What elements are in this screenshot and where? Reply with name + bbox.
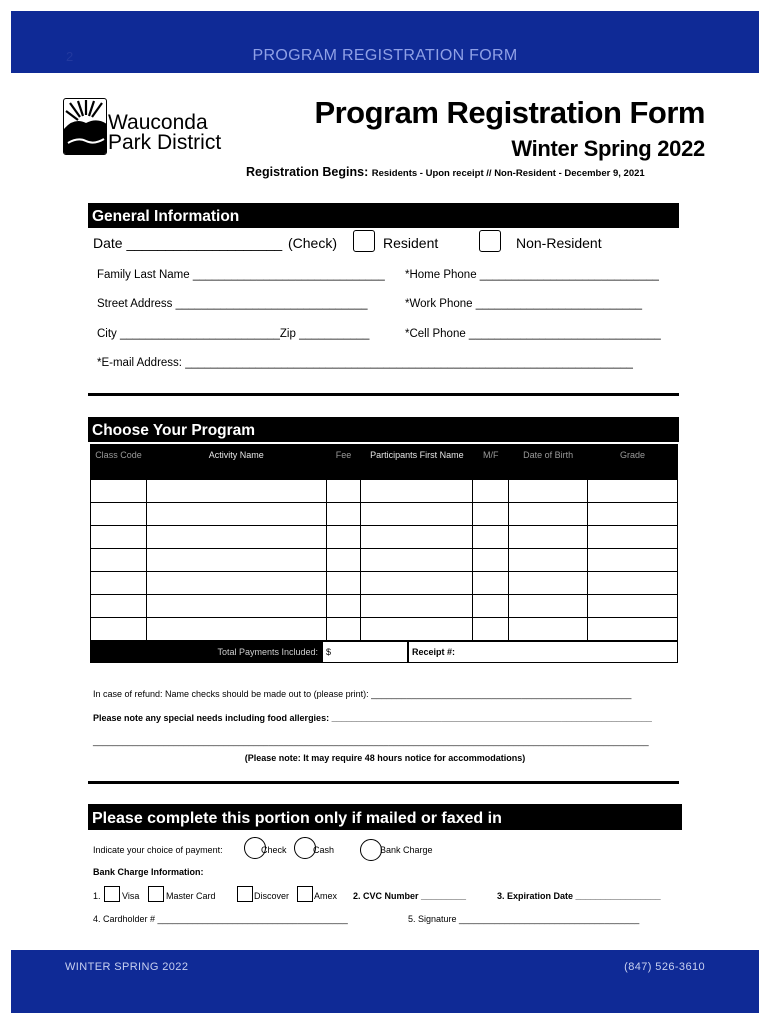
discover-label: Discover	[254, 891, 290, 901]
cash-payment-label: Cash	[313, 845, 335, 855]
activity-name-cell[interactable]	[146, 549, 326, 572]
mf-cell[interactable]	[473, 572, 509, 595]
header-band	[11, 11, 759, 73]
program-table	[90, 444, 678, 641]
fee-cell[interactable]	[326, 503, 361, 526]
grade-cell[interactable]	[588, 549, 678, 572]
class-code-cell[interactable]	[91, 480, 147, 503]
accommodation-note: (Please note: It may require 48 hours notice for accommodations)	[244, 753, 526, 763]
family-last-name-field[interactable]: Family Last Name ______________________________	[97, 269, 385, 281]
col-header-grade: Grade	[588, 445, 678, 480]
cvc-number-field[interactable]: 2. CVC Number _________	[353, 891, 467, 901]
registration-label: Registration Begins:	[246, 165, 369, 179]
total-payments-label: Total Payments Included:	[90, 641, 322, 663]
logo-name-line1: Wauconda	[108, 111, 208, 134]
fee-cell[interactable]	[326, 480, 361, 503]
participant-name-cell[interactable]	[361, 526, 473, 549]
grade-cell[interactable]	[588, 526, 678, 549]
nonresident-label: Non-Resident	[516, 235, 602, 251]
signature-field[interactable]: 5. Signature ____________________________________	[408, 914, 640, 924]
special-needs-line-2[interactable]: _______________________________________________________________________________________________________________	[93, 736, 649, 746]
activity-name-cell[interactable]	[146, 503, 326, 526]
page-number: 2	[66, 49, 74, 64]
participant-name-cell[interactable]	[361, 595, 473, 618]
dob-cell[interactable]	[509, 595, 588, 618]
mail-section-heading: Please complete this portion only if mailed or faxed in	[88, 804, 682, 830]
bank-charge-info-label: Bank Charge Information:	[93, 867, 204, 877]
table-row	[91, 549, 678, 572]
visa-checkbox[interactable]	[104, 886, 120, 902]
dob-cell[interactable]	[509, 526, 588, 549]
discover-checkbox[interactable]	[237, 886, 253, 902]
mf-cell[interactable]	[473, 618, 509, 641]
section-divider	[88, 393, 679, 396]
program-heading: Choose Your Program	[88, 417, 679, 442]
table-row	[91, 572, 678, 595]
col-header-fee: Fee	[326, 445, 361, 480]
participant-name-cell[interactable]	[361, 549, 473, 572]
col-header-class-code: Class Code	[91, 445, 147, 480]
refund-line[interactable]: In case of refund: Name checks should be made out to (please print): ____________________________________________________	[93, 689, 632, 699]
table-row	[91, 618, 678, 641]
date-residency-row	[93, 230, 683, 256]
col-header-dob: Date of Birth	[509, 445, 588, 480]
visa-label: Visa	[122, 891, 140, 901]
dob-cell[interactable]	[509, 618, 588, 641]
table-row	[91, 595, 678, 618]
mf-cell[interactable]	[473, 480, 509, 503]
col-header-activity-name: Activity Name	[146, 445, 326, 480]
activity-name-cell[interactable]	[146, 480, 326, 503]
fee-cell[interactable]	[326, 549, 361, 572]
activity-name-cell[interactable]	[146, 572, 326, 595]
street-address-field[interactable]: Street Address ______________________________	[97, 298, 368, 310]
receipt-number-field[interactable]: Receipt #:	[408, 641, 678, 663]
col-header-participant-name: Participants First Name	[361, 445, 473, 480]
grade-cell[interactable]	[588, 503, 678, 526]
expiration-date-field[interactable]: 3. Expiration Date _________________	[497, 891, 661, 901]
form-title: Program Registration Form	[314, 95, 705, 130]
section-divider-2	[88, 781, 679, 784]
fee-cell[interactable]	[326, 526, 361, 549]
logo-name-line2: Park District	[108, 131, 222, 154]
grade-cell[interactable]	[588, 618, 678, 641]
form-subtitle: Winter Spring 2022	[511, 136, 705, 161]
registration-text: Residents - Upon receipt // Non-Resident - December 9, 2021	[371, 168, 645, 179]
activity-name-cell[interactable]	[146, 526, 326, 549]
cardholder-field[interactable]: 4. Cardholder # ______________________________________	[93, 914, 348, 924]
city-zip-field[interactable]: City _________________________Zip ___________	[97, 328, 370, 340]
table-row	[91, 480, 678, 503]
grade-cell[interactable]	[588, 480, 678, 503]
home-phone-field[interactable]: *Home Phone ____________________________	[405, 269, 659, 281]
cell-phone-field[interactable]: *Cell Phone ______________________________	[405, 328, 661, 340]
work-phone-field[interactable]: *Work Phone __________________________	[405, 298, 643, 310]
resident-checkbox[interactable]	[353, 230, 375, 252]
grade-cell[interactable]	[588, 595, 678, 618]
bank-charge-radio[interactable]	[360, 839, 382, 861]
participant-name-cell[interactable]	[361, 572, 473, 595]
mf-cell[interactable]	[473, 526, 509, 549]
card-item-number: 1.	[93, 891, 101, 901]
logo-icon	[63, 98, 107, 155]
footer-season: WINTER SPRING 2022	[65, 961, 189, 973]
activity-name-cell[interactable]	[146, 618, 326, 641]
total-payments-row	[90, 641, 678, 663]
email-field[interactable]: *E-mail Address: ______________________________________________________________________	[97, 357, 633, 369]
amex-label: Amex	[314, 891, 338, 901]
fee-cell[interactable]	[326, 595, 361, 618]
general-info-heading: General Information	[88, 203, 679, 228]
dob-cell[interactable]	[509, 549, 588, 572]
grade-cell[interactable]	[588, 572, 678, 595]
payment-choice-label: Indicate your choice of payment:	[93, 845, 223, 855]
dob-cell[interactable]	[509, 572, 588, 595]
participant-name-cell[interactable]	[361, 480, 473, 503]
col-header-mf: M/F	[473, 445, 509, 480]
program-table-header	[91, 445, 678, 480]
special-needs-line[interactable]: Please note any special needs including food allergies: ________________________________________________________________	[93, 713, 652, 723]
check-label: (Check)	[288, 235, 338, 251]
activity-name-cell[interactable]	[146, 595, 326, 618]
class-code-cell[interactable]	[91, 618, 147, 641]
check-payment-label: Check	[261, 845, 287, 855]
participant-name-cell[interactable]	[361, 618, 473, 641]
mf-cell[interactable]	[473, 503, 509, 526]
nonresident-checkbox[interactable]	[479, 230, 501, 252]
class-code-cell[interactable]	[91, 595, 147, 618]
participant-name-cell[interactable]	[361, 503, 473, 526]
mastercard-checkbox[interactable]	[148, 886, 164, 902]
table-row	[91, 526, 678, 549]
dob-cell[interactable]	[509, 503, 588, 526]
header-title: PROGRAM REGISTRATION FORM	[252, 47, 518, 64]
registration-dates	[246, 165, 645, 179]
fee-cell[interactable]	[326, 572, 361, 595]
class-code-cell[interactable]	[91, 549, 147, 572]
amex-checkbox[interactable]	[297, 886, 313, 902]
park-district-logo	[63, 98, 233, 158]
dob-cell[interactable]	[509, 480, 588, 503]
bank-charge-label: Bank Charge	[380, 845, 433, 855]
footer-band	[11, 950, 759, 1013]
mastercard-label: Master Card	[166, 891, 216, 901]
resident-label: Resident	[383, 235, 439, 251]
class-code-cell[interactable]	[91, 526, 147, 549]
date-field[interactable]: Date ____________________	[93, 235, 283, 251]
table-row	[91, 503, 678, 526]
class-code-cell[interactable]	[91, 572, 147, 595]
total-amount-field[interactable]: $	[322, 641, 408, 663]
mf-cell[interactable]	[473, 595, 509, 618]
mf-cell[interactable]	[473, 549, 509, 572]
fee-cell[interactable]	[326, 618, 361, 641]
footer-phone: (847) 526-3610	[624, 961, 705, 973]
class-code-cell[interactable]	[91, 503, 147, 526]
